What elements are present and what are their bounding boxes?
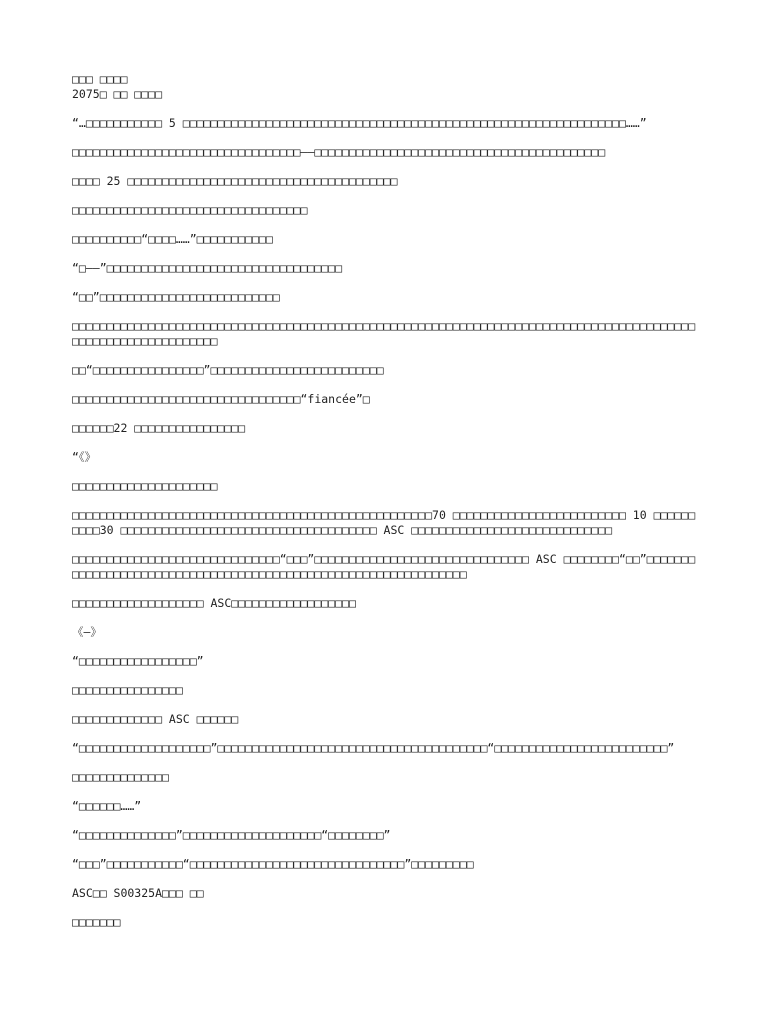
paragraph: “□□□□□□□□□□□□□□□□□” bbox=[72, 654, 204, 668]
paragraph: □□□□□□□ bbox=[72, 915, 121, 929]
paragraph: 《—》 bbox=[72, 625, 102, 639]
paragraph: □□□□ 25 □□□□□□□□□□□□□□□□□□□□□□□□□□□□□□□□□□□□□□□ bbox=[72, 174, 398, 188]
paragraph: □□“□□□□□□□□□□□□□□□□”□□□□□□□□□□□□□□□□□□□□□□□□□ bbox=[72, 363, 384, 377]
document-header-line-2: 2075□ □□ □□□□ bbox=[72, 87, 163, 101]
paragraph: □□□□□□□□□□□□□□□□□□□□□□□□□□□□□□□□□“fiancée”□ bbox=[72, 392, 370, 406]
paragraph: □□□□□□□□□□□□□□□□□□□□□□□□□□□□□□□□□——□□□□□□□□□□□□□□□□□□□□□□□□□□□□□□□□□□□□□□□□□□ bbox=[72, 145, 606, 159]
paragraph: “…□□□□□□□□□□□ 5 □□□□□□□□□□□□□□□□□□□□□□□□□□□□□□□□□□□□□□□□□□□□□□□□□□□□□□□□□□□□□□□□……” bbox=[72, 116, 647, 130]
paragraph: □□□□□□□□□□□□□□□□□□□□□□□□□□□□□□□□□□□□□□□□□□□□□□□□□□□□□□□□□□□□□□□□□□□□□□□□□□□□□□□□□□□□□□□□□□□□□□□□□□□□□□□□□□□□□□□ bbox=[72, 319, 696, 348]
paragraph: □□□□□□□□□□□□□□□□□□□□□□□□□□□□□□□□□□□□□□□□□□□□□□□□□□□□70 □□□□□□□□□□□□□□□□□□□□□□□□□ 10 □□□□□□□□□□30 □□□□□□□□□□□□□□□□□□□□□□□□□□□□□□□□□□□□□ ASC □□□□□□□□□□□□□□□□□□□□□□□□□□□□□ bbox=[72, 508, 696, 537]
paragraph: “□□□□□□□□□□□□□□□□□□□”□□□□□□□□□□□□□□□□□□□□□□□□□□□□□□□□□□□□□□□“□□□□□□□□□□□□□□□□□□□□□□□□□” bbox=[72, 741, 675, 755]
paragraph: “□□□”□□□□□□□□□□□“□□□□□□□□□□□□□□□□□□□□□□□□□□□□□□□”□□□□□□□□□ bbox=[72, 857, 474, 871]
document-page bbox=[72, 72, 700, 944]
paragraph: □□□□□□□□□□□□□□□□□□□□□ bbox=[72, 479, 218, 493]
paragraph: “□——”□□□□□□□□□□□□□□□□□□□□□□□□□□□□□□□□□□ bbox=[72, 261, 343, 275]
document-header-line-1: □□□ □□□□ bbox=[72, 72, 128, 86]
paragraph: □□□□□□□□□□□□□ ASC □□□□□□ bbox=[72, 712, 239, 726]
paragraph: “《》 bbox=[72, 450, 97, 464]
paragraph: □□□□□□22 □□□□□□□□□□□□□□□□ bbox=[72, 421, 246, 435]
paragraph: □□□□□□□□□□□□□□ bbox=[72, 770, 169, 784]
paragraph: □□□□□□□□□□“□□□□……”□□□□□□□□□□□ bbox=[72, 232, 273, 246]
paragraph: □□□□□□□□□□□□□□□□ bbox=[72, 683, 183, 697]
paragraph: □□□□□□□□□□□□□□□□□□□□□□□□□□□□□□“□□□”□□□□□□□□□□□□□□□□□□□□□□□□□□□□□□□ ASC □□□□□□□□“□□”□□□□□□□□□□□□□□□□□□□□□□□□□□□□□□□□□□□□□□□□□□□□□□□□□□□□□□□□□□□□□□□□ bbox=[72, 552, 696, 581]
paragraph: “□□□□□□□□□□□□□□”□□□□□□□□□□□□□□□□□□□□“□□□□□□□□” bbox=[72, 828, 391, 842]
paragraph: “□□”□□□□□□□□□□□□□□□□□□□□□□□□□□ bbox=[72, 290, 280, 304]
paragraph: □□□□□□□□□□□□□□□□□□□□□□□□□□□□□□□□□□ bbox=[72, 203, 308, 217]
paragraph: ASC□□ S00325A□□□ □□ bbox=[72, 886, 204, 900]
paragraph: □□□□□□□□□□□□□□□□□□□ ASC□□□□□□□□□□□□□□□□□□ bbox=[72, 596, 356, 610]
paragraph: “□□□□□□……” bbox=[72, 799, 142, 813]
